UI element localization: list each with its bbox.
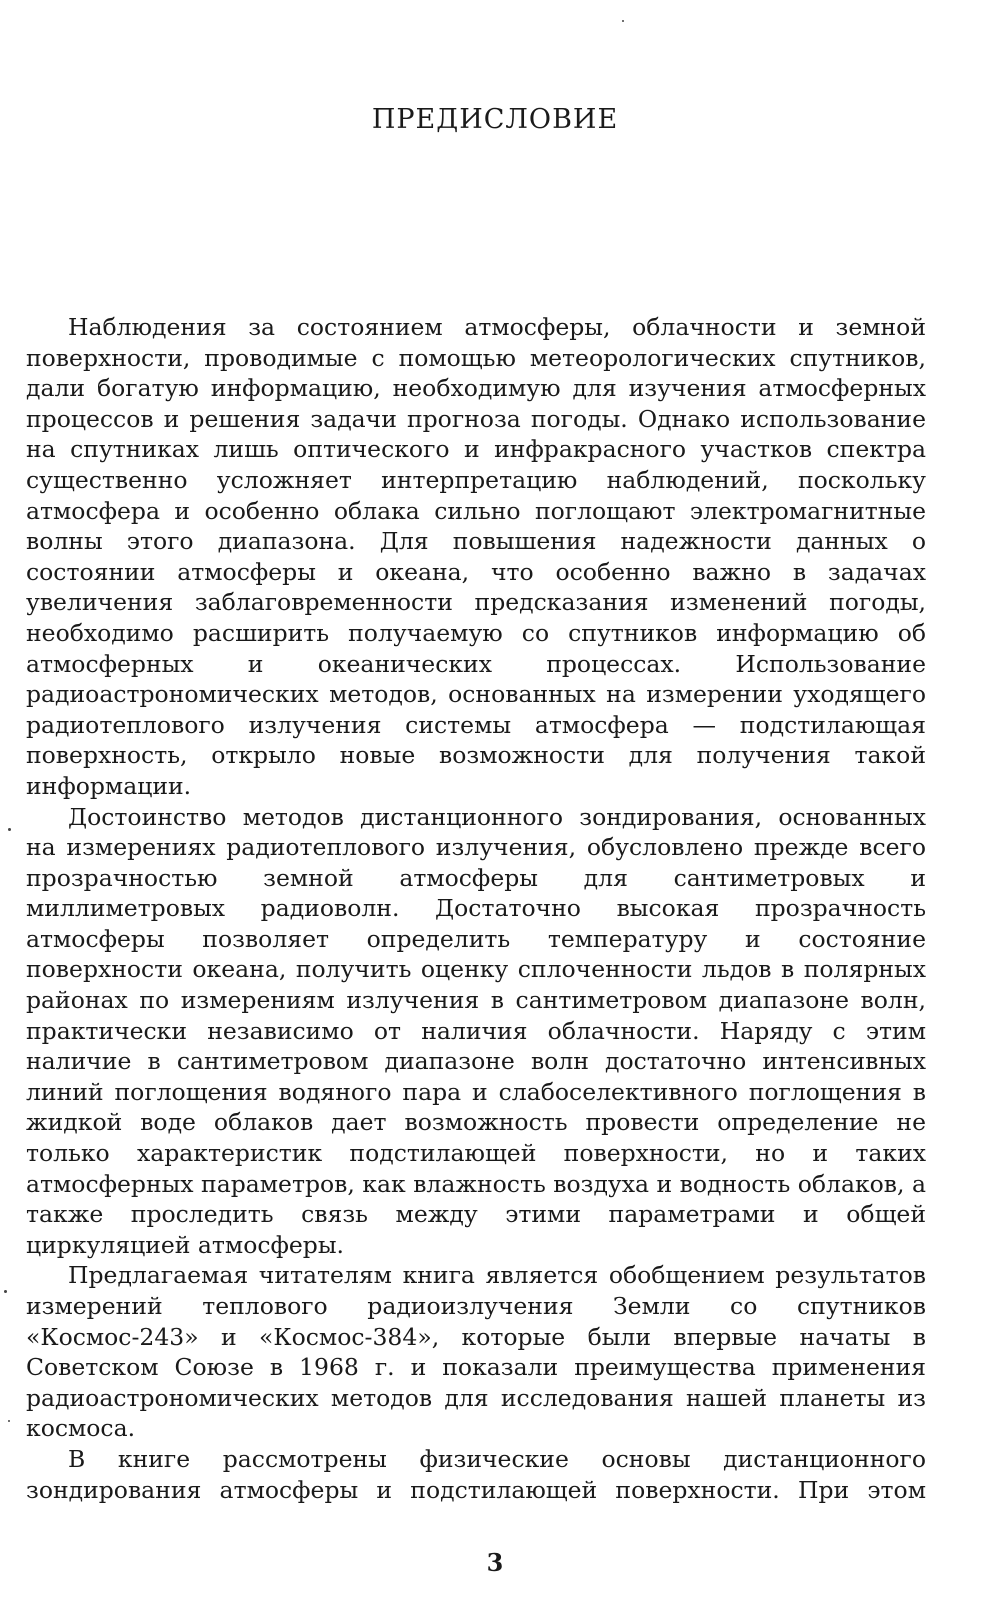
scan-speck	[8, 828, 11, 831]
paragraph-3: Предлагаемая читателям книга является обобщением результатов измерений теплового радиоизлучения Земли со спутников «Космос-243» и «Космос-384», которые были впервые начаты в Советском Союзе в 1968 г. и показали преимущества применения радиоастрономических методов для исследования нашей планеты из космоса.	[26, 1261, 926, 1443]
paragraph-1: Наблюдения за состоянием атмосферы, облачности и земной поверхности, проводимые с помощью метеорологических спутников, дали богатую информацию, необходимую для изучения атмосферных процессов и решения задачи прогноза погоды. Однако использование на спутниках лишь оптического и инфракрасного участков спектра существенно усложняет интерпретацию наблюдений, поскольку атмосфера и особенно облака сильно поглощают электромагнитные волны этого диапазона. Для повышения надежности данных о состоянии атмосферы и океана, что особенно важно в задачах увеличения заблаговременности предсказания изменений погоды, необходимо расширить получаемую со спутников информацию об атмосферных и океанических процессах. Использование радиоастрономических методов, основанных на измерении уходящего радиотеплового излучения системы атмосфера — подстилающая поверхность, открыло новые возможности для получения такой информации.	[26, 313, 926, 800]
scan-speck	[622, 20, 624, 22]
page-title: ПРЕДИСЛОВИЕ	[371, 104, 619, 135]
preface-body	[26, 312, 926, 1505]
scan-speck	[4, 1290, 7, 1293]
paragraph-2: Достоинство методов дистанционного зондирования, основанных на измерениях радиотеплового излучения, обусловлено прежде всего прозрачностью земной атмосферы для сантиметровых и миллиметровых радиоволн. Достаточно высокая прозрачность атмосферы позволяет определить температуру и состояние поверхности океана, получить оценку сплоченности льдов в полярных районах по измерениям излучения в сантиметровом диапазоне волн, практически независимо от наличия облачности. Наряду с этим наличие в сантиметровом диапазоне волн достаточно интенсивных линий поглощения водяного пара и слабоселективного поглощения в жидкой воде облаков дает возможность провести определение не только характеристик подстилающей поверхности, но и таких атмосферных параметров, как влажность воздуха и водность облаков, а также проследить связь между этими параметрами и общей циркуляцией атмосферы.	[26, 802, 926, 1259]
page-number: 3	[486, 1548, 504, 1577]
scan-speck	[8, 1420, 10, 1422]
paragraph-4: В книге рассмотрены физические основы дистанционного зондирования атмосферы и подстилающей поверхности. При этом	[26, 1444, 926, 1504]
